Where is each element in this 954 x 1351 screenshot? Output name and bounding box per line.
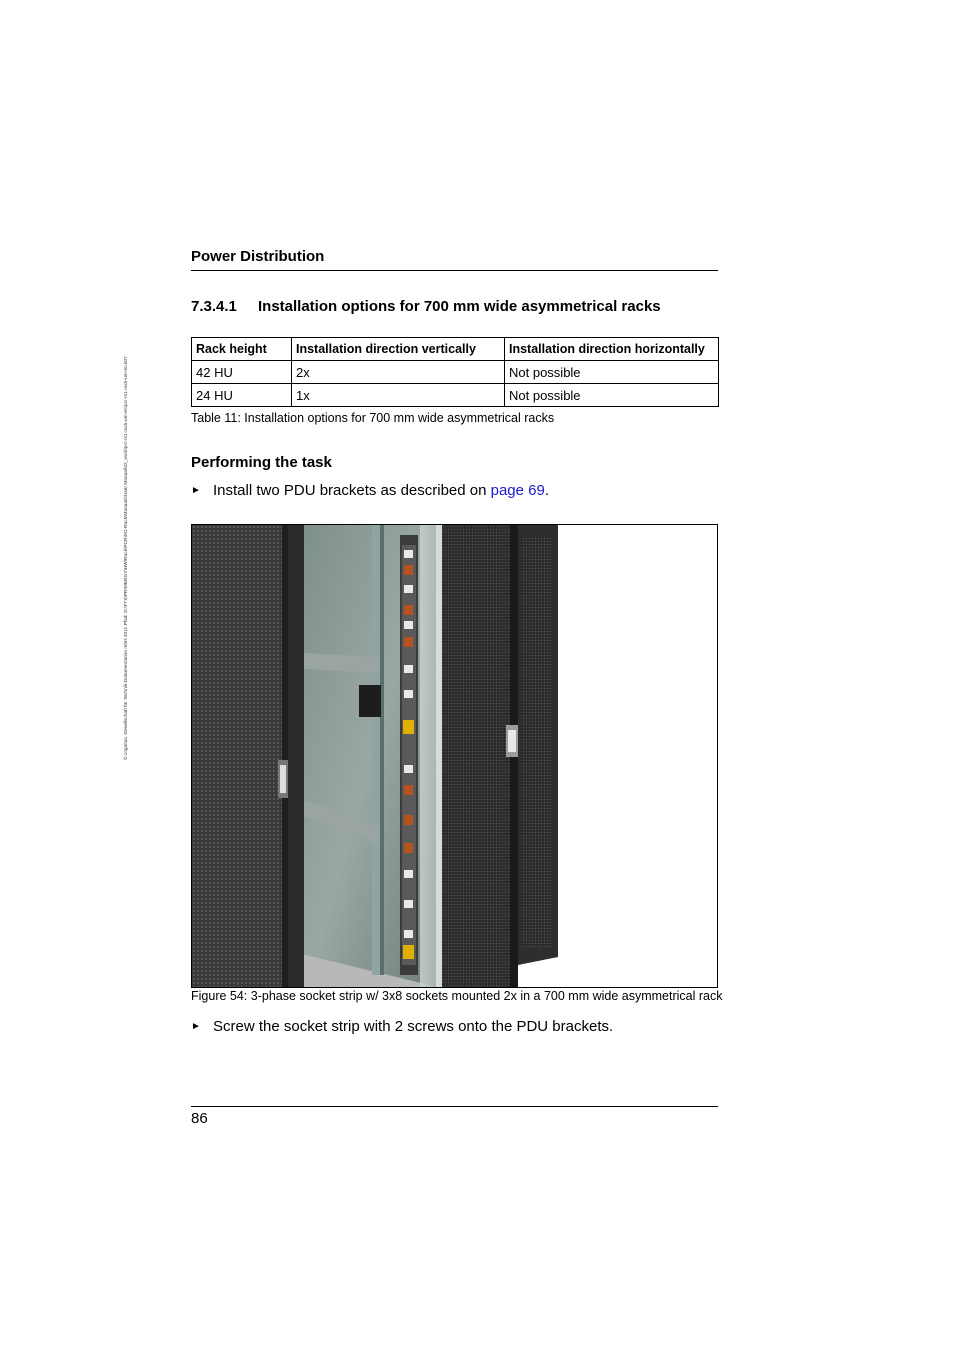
table-row [192, 361, 719, 384]
table-cell: 1x [292, 384, 505, 407]
step-install-brackets [191, 482, 549, 499]
table-caption: Table 11: Installation options for 700 mm wide asymmetrical racks [191, 411, 555, 425]
page-69-link[interactable]: page 69 [490, 482, 545, 499]
installation-options-table [191, 337, 719, 407]
step-screw-strip [191, 1018, 613, 1035]
table-cell: 2x [292, 361, 505, 384]
section-heading [191, 298, 661, 315]
task-heading: Performing the task [191, 454, 332, 471]
page-number: 86 [191, 1110, 208, 1127]
side-note-text: © cognitas. Gesellschaft für Technik-Dokumentation mbH 2011 Pfad: G:\FTS\PRIMERGY\HW\Rack\PCR\M1-Rack\Manuals\User Manual\02_work\pcr-m1-rack-um-en\pcr-m1-rack-um-en.k07 [124, 356, 129, 760]
bullet-arrow-icon: ► [191, 1021, 201, 1032]
table-cell: Not possible [505, 361, 719, 384]
column-header: Installation direction horizontally [505, 338, 719, 361]
section-title: Installation options for 700 mm wide asymmetrical racks [258, 298, 661, 315]
step1-end: . [544, 482, 550, 499]
step2-text: Screw the socket strip with 2 screws onto the PDU brackets. [213, 1018, 614, 1035]
running-header-title: Power Distribution [191, 248, 325, 265]
table-header-row [192, 338, 719, 361]
table-cell: 24 HU [192, 384, 292, 407]
header-rule [191, 270, 718, 271]
column-header: Installation direction vertically [292, 338, 505, 361]
table-cell: 42 HU [192, 361, 292, 384]
column-header: Rack height [192, 338, 292, 361]
table-cell: Not possible [505, 384, 719, 407]
table-row [192, 384, 719, 407]
footer-rule [191, 1106, 718, 1107]
section-number: 7.3.4.1 [191, 298, 237, 315]
bullet-arrow-icon: ► [191, 485, 201, 496]
step1-text: Install two PDU brackets as described on [213, 482, 491, 499]
figure-caption: Figure 54: 3-phase socket strip w/ 3x8 sockets mounted 2x in a 700 mm wide asymmetrical rack [191, 989, 723, 1003]
rack-photo [191, 524, 718, 988]
